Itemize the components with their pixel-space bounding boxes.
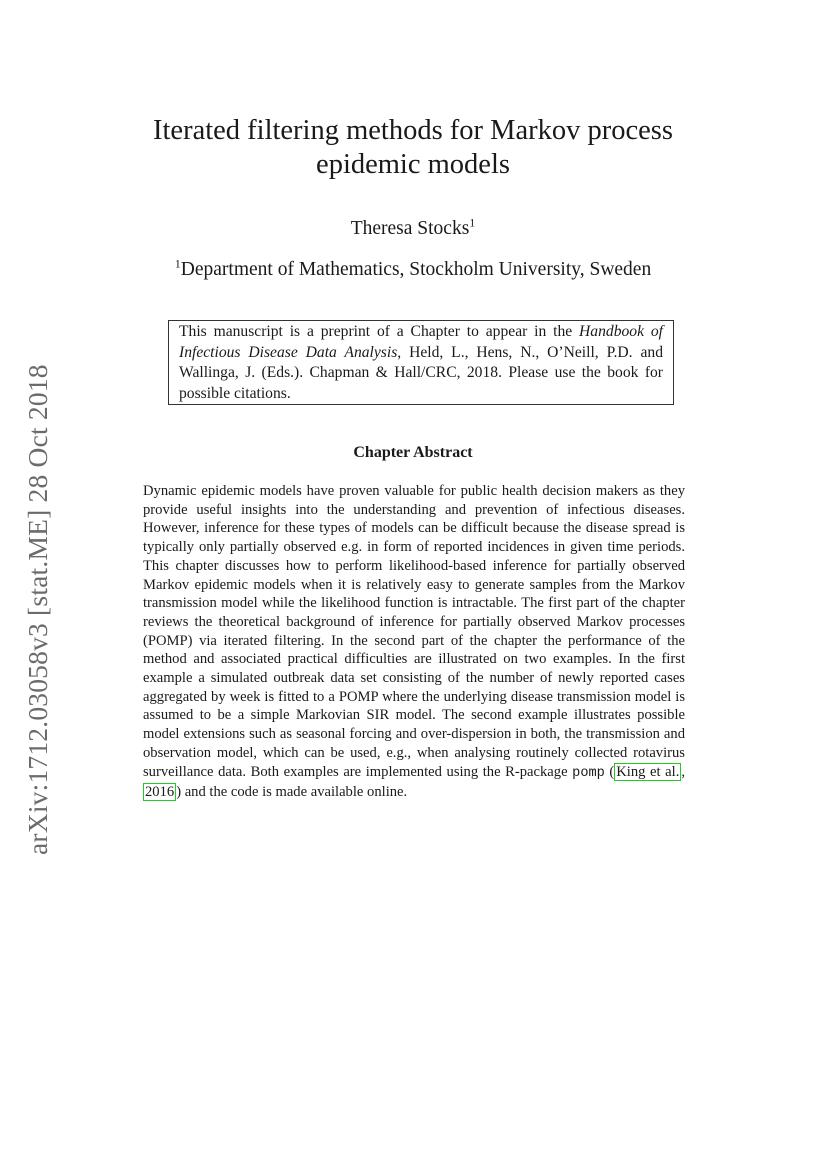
affiliation-marker: 1 — [174, 256, 181, 271]
author-line — [120, 217, 706, 241]
notice-book-title: Handbook of Infectious Disease Data Analysis — [179, 323, 663, 361]
citation-link-year[interactable]: 2016 — [145, 784, 175, 801]
affiliation-line — [100, 258, 726, 282]
paper-title: Iterated filtering methods for Markov process epidemic models — [153, 115, 673, 180]
author-affiliation-marker: 1 — [469, 215, 476, 230]
notice-intro: This manuscript is a preprint of a Chapter to appear in the — [179, 323, 580, 340]
author-name: Theresa Stocks — [350, 218, 470, 239]
preprint-notice-box — [168, 320, 674, 405]
abstract-body — [143, 482, 685, 802]
citation-separator: , — [681, 763, 686, 780]
arxiv-identifier-stamp: arXiv:1712.03058v3 [stat.ME] 28 Oct 2018 — [22, 364, 53, 856]
abstract-text: Dynamic epidemic models have proven valuable for public health decision makers as they provide useful insights into the understanding and prevention of infectious diseases. However, inference for these types of models can be difficult because the disease spread is typically only partially observed e.g. in form of reported incidences in given time periods. This chapter discusses how to perform likelihood-based inference for partially observed Markov epidemic models when it is relatively easy to generate samples from the Markov transmission model while the likelihood function is intractable. The first part of the chapter reviews the theoretical background of inference for partially observed Markov processes (POMP) via iterated filtering. In the second part of the chapter the performance of the method and associated practical difficulties are illustrated on two examples. In the first example a simulated outbreak data set consisting of the number of newly reported cases aggregated by week is fitted to a POMP where the underlying disease transmission model is assumed to be a simple Markovian SIR model. The second example illustrates possible model extensions such as seasonal forcing and over-dispersion in both, the transmission and observation model, which can be used, e.g., when analysing routinely collected rotavirus surveillance data. Both examples are implemented using the R-package — [143, 483, 685, 780]
abstract-paren-open: ( — [604, 763, 615, 780]
citation-link-author[interactable]: King et al. — [616, 763, 680, 780]
abstract-code-pomp: pomp — [572, 765, 605, 781]
abstract-text-end: ) and the code is made available online. — [176, 784, 408, 801]
abstract-heading: Chapter Abstract — [353, 444, 473, 461]
affiliation-text: Department of Mathematics, Stockholm University, Sweden — [180, 259, 652, 280]
notice-rest: , Held, L., Hens, N., O’Neill, P.D. and Wallinga, J. (Eds.). Chapman & Hall/CRC, 2018. Please use the book for possible citations. — [179, 343, 663, 402]
